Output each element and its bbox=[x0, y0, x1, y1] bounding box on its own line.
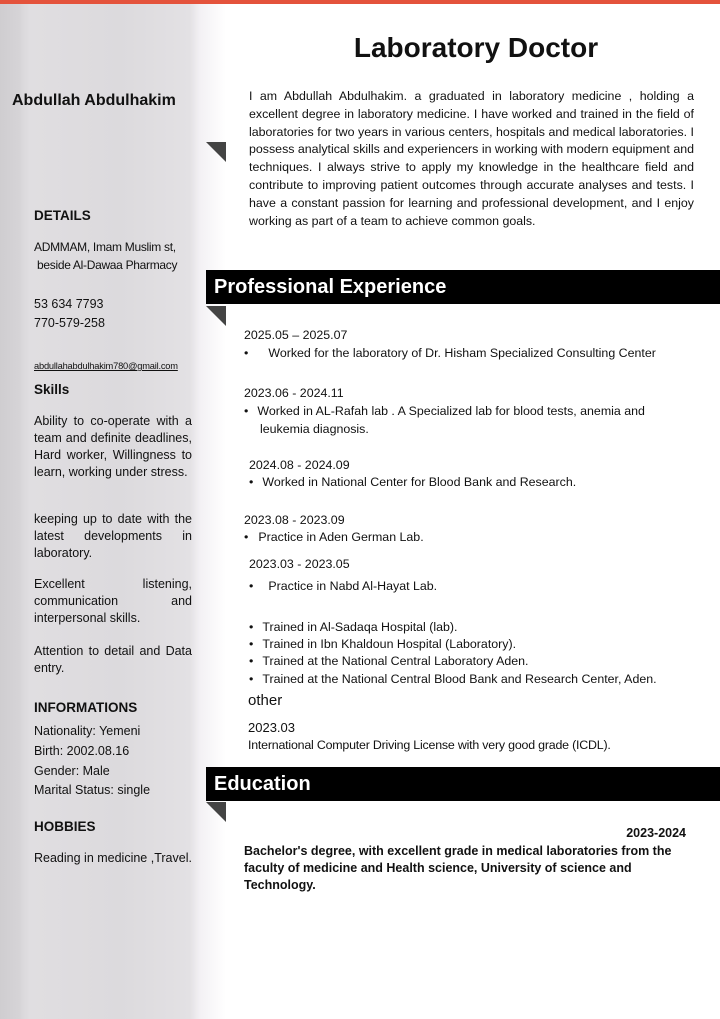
bullet: • bbox=[249, 620, 254, 634]
exp-1-text: Worked for the laboratory of Dr. Hisham Specialized Consulting Center bbox=[268, 346, 656, 360]
bullet: • bbox=[249, 579, 254, 593]
exp-4-item bbox=[244, 529, 424, 547]
email-link[interactable]: abdullahabdulhakim780@gmail.com bbox=[34, 361, 178, 371]
skill-item-4: Attention to detail and Data entry. bbox=[34, 644, 192, 675]
exp-2-item bbox=[244, 403, 645, 421]
trained-item-3 bbox=[249, 653, 528, 671]
section-corner-1 bbox=[206, 142, 226, 162]
education-heading: Education bbox=[206, 767, 720, 801]
exp-2-date: 2023.06 - 2024.11 bbox=[244, 386, 344, 400]
exp-2-text-1: Worked in AL-Rafah lab . A Specialized lab for blood tests, anemia and bbox=[257, 404, 645, 418]
education-text: Bachelor's degree, with excellent grade in medical laboratories from the faculty of medicine and Health science, University of science and Technology. bbox=[244, 844, 672, 892]
exp-3-text: Worked in National Center for Blood Bank and Research. bbox=[262, 475, 577, 489]
education-date: 2023-2024 bbox=[626, 826, 686, 840]
exp-1-item bbox=[244, 345, 656, 363]
other-date: 2023.03 bbox=[248, 720, 295, 735]
trained-text-4: Trained at the National Central Blood Bank and Research Center, Aden. bbox=[262, 672, 657, 686]
exp-4-text: Practice in Aden German Lab. bbox=[258, 530, 424, 544]
phone-1: 53 634 7793 bbox=[34, 297, 104, 311]
trained-item-1 bbox=[249, 619, 457, 637]
phone-2: 770-579-258 bbox=[34, 316, 105, 330]
exp-3-date: 2024.08 - 2024.09 bbox=[249, 458, 350, 472]
bullet: • bbox=[244, 404, 249, 418]
trained-text-2: Trained in Ibn Khaldoun Hospital (Laboratory). bbox=[262, 637, 517, 651]
trained-item-2 bbox=[249, 636, 516, 654]
details-heading: DETAILS bbox=[34, 208, 91, 223]
exp-4-date: 2023.08 - 2023.09 bbox=[244, 513, 345, 527]
exp-5-item bbox=[249, 578, 437, 596]
hobbies-heading: HOBBIES bbox=[34, 819, 96, 834]
skill-item-2: keeping up to date with the latest developments in laboratory. bbox=[34, 512, 192, 560]
bullet: • bbox=[249, 475, 254, 489]
bullet: • bbox=[249, 654, 254, 668]
skills-heading: Skills bbox=[34, 382, 70, 397]
trained-item-4 bbox=[249, 671, 657, 689]
skill-item-3: Excellent listening, communication and interpersonal skills. bbox=[34, 577, 192, 625]
birth-date: Birth: 2002.08.16 bbox=[34, 744, 130, 758]
other-text: International Computer Driving License with very good grade (ICDL). bbox=[248, 738, 611, 752]
trained-text-3: Trained at the National Central Laboratory Aden. bbox=[262, 654, 529, 668]
skill-item-1: Ability to co-operate with a team and definite deadlines, Hard worker, Willingness to learn, working under stress. bbox=[34, 414, 192, 479]
exp-2-text-2: leukemia diagnosis. bbox=[260, 422, 369, 436]
section-corner-2 bbox=[206, 306, 226, 326]
informations-heading: INFORMATIONS bbox=[34, 700, 138, 715]
address-line-1: ADMMAM, Imam Muslim st, bbox=[34, 240, 176, 254]
bullet: • bbox=[244, 346, 249, 360]
other-label: other bbox=[248, 692, 283, 709]
bullet: • bbox=[244, 530, 249, 544]
exp-1-date: 2025.05 – 2025.07 bbox=[244, 328, 348, 342]
experience-heading: Professional Experience bbox=[206, 270, 720, 304]
exp-5-date: 2023.03 - 2023.05 bbox=[249, 557, 350, 571]
summary-paragraph: I am Abdullah Abdulhakim. a graduated in laboratory medicine , holding a excellent degree in laboratory medicine. I have worked and trained in the field of laboratories for two years in various centers, hospitals and medical laboratories. I possess analytical skills and experiencers in working with modern equipment and techniques. I always strive to apply my knowledge in the healthcare field and contribute to improving patient outcomes through accurate analyses and tests. I have a constant passion for learning and professional development, and I enjoy working as part of a team to achieve common goals. bbox=[249, 89, 694, 228]
trained-text-1: Trained in Al-Sadaqa Hospital (lab). bbox=[262, 620, 458, 634]
exp-3-item bbox=[249, 474, 576, 492]
section-corner-3 bbox=[206, 802, 226, 822]
bullet: • bbox=[249, 672, 254, 686]
address-line-2: beside Al-Dawaa Pharmacy bbox=[37, 258, 178, 272]
nationality: Nationality: Yemeni bbox=[34, 724, 141, 738]
gender: Gender: Male bbox=[34, 764, 110, 778]
bullet: • bbox=[249, 637, 254, 651]
hobbies-text: Reading in medicine ,Travel. bbox=[34, 851, 192, 865]
marital-status: Marital Status: single bbox=[34, 783, 151, 797]
page-title: Laboratory Doctor bbox=[353, 32, 599, 63]
exp-5-text: Practice in Nabd Al-Hayat Lab. bbox=[268, 579, 438, 593]
person-name: Abdullah Abdulhakim bbox=[12, 92, 176, 109]
